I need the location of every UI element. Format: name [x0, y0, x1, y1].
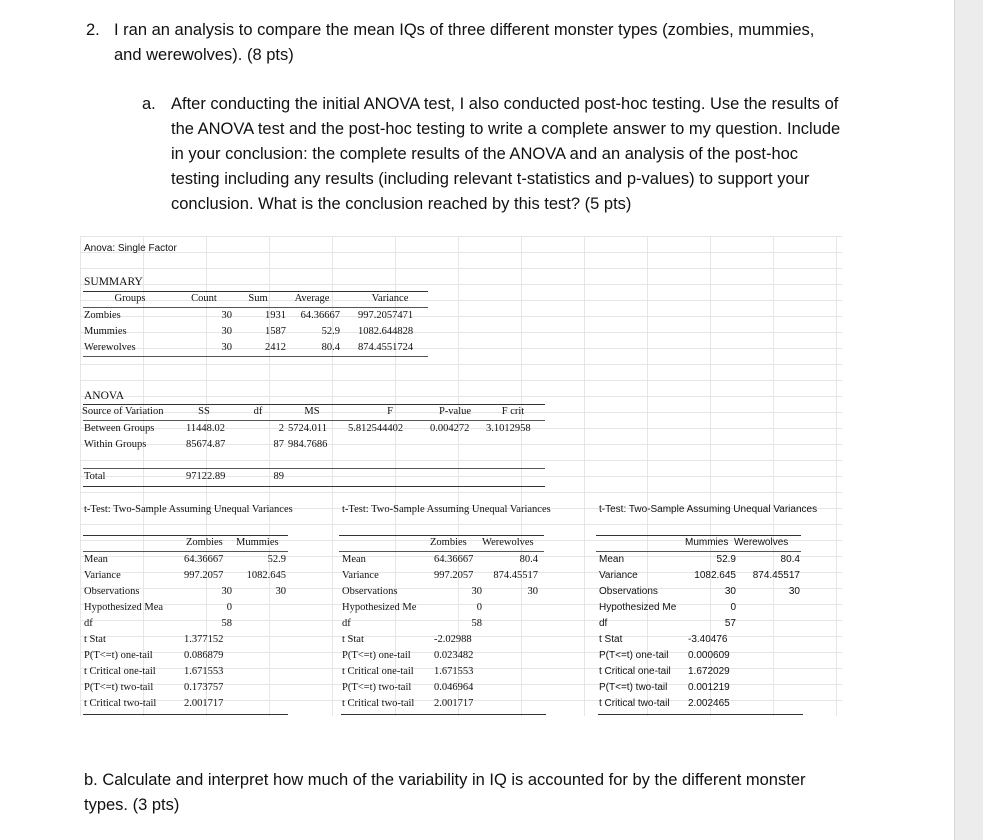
summary-bottom-line	[83, 356, 428, 357]
summary-sum: 2412	[265, 342, 286, 353]
ttest-row-label: t Critical two-tail	[84, 698, 157, 709]
summary-header-average: Average	[294, 293, 330, 304]
anova-header-f: F	[387, 406, 393, 417]
part-a	[142, 92, 842, 217]
ttest-bottom-line	[341, 714, 546, 715]
ttest-row-label: Mean	[599, 554, 625, 565]
ttest-row-label: df	[84, 618, 93, 629]
ttest-col2-header: Werewolves	[482, 537, 534, 548]
anova-df: 87	[273, 439, 284, 450]
part-a-text: After conducting the initial ANOVA test, I also conducted post-hoc testing. Use the results of the ANOVA test and the post-hoc testing to write a complete answer to my question. Include in your conclusion: the complete results of the ANOVA and an analysis of the post-hoc testing including any results (including relevant t-statistics and p-values) to support your conclusion. What is the conclusion reached by this test? (5 pts)	[171, 95, 841, 213]
spreadsheet-output	[80, 236, 842, 716]
ttest-value-1: 0.000609	[688, 650, 730, 661]
ttest-row-label: Variance	[599, 570, 638, 581]
ttest-value-2: 874.45517	[493, 570, 538, 581]
ttest-row-label: df	[342, 618, 351, 629]
anova-p-value: 0.004272	[430, 423, 470, 434]
summary-count: 30	[221, 310, 232, 321]
ttest-header-bottom-line	[596, 551, 801, 552]
ttest-col1-header: Mummies	[685, 537, 729, 548]
anova-table-title: ANOVA	[84, 390, 125, 402]
summary-header-variance: Variance	[371, 293, 409, 304]
ttest-value-1: 1.672029	[688, 666, 730, 677]
part-a-label: a.	[142, 95, 156, 113]
anova-ss: 11448.02	[186, 423, 225, 434]
ttest-header-bottom-line	[339, 551, 544, 552]
anova-header-source: Source of Variation	[82, 406, 164, 417]
ttest-value-2: 80.4	[780, 554, 800, 565]
ttest-value-1: 2.001717	[434, 698, 474, 709]
anova-header-bottom-line	[83, 420, 545, 421]
ttest-row-label: Hypothesized Me	[342, 602, 417, 613]
summary-average: 52.9	[321, 326, 340, 337]
summary-variance: 1082.644828	[358, 326, 414, 337]
question-2	[86, 18, 846, 68]
ttest-value-1: 64.36667	[434, 554, 474, 565]
ttest-value-1: 0.023482	[434, 650, 474, 661]
anova-total-top-line	[83, 468, 545, 469]
ttest-row-label: Hypothesized Mea	[84, 602, 164, 613]
ttest-value-1: -3.40476	[688, 634, 728, 645]
ttest-row-label: Mean	[342, 554, 366, 565]
summary-group-name: Mummies	[84, 326, 127, 337]
ttest-row-label: t Critical one-tail	[84, 666, 156, 677]
ttest-row-label: P(T<=t) one-tail	[84, 650, 153, 661]
vertical-scrollbar[interactable]	[954, 0, 983, 840]
ttest-value-1: 0	[730, 602, 736, 613]
anova-f-crit: 3.1012958	[486, 423, 531, 434]
ttest-row-label: t Critical one-tail	[599, 666, 671, 677]
anova-header-ms: MS	[304, 406, 320, 417]
ttest-value-1: 2.002465	[688, 698, 730, 709]
ttest-col1-header: Zombies	[430, 537, 467, 548]
ttest-value-2: 1082.645	[246, 570, 286, 581]
ttest-row-label: P(T<=t) one-tail	[599, 650, 669, 661]
question-text: I ran an analysis to compare the mean IQs of three different monster types (zombies, mummies, and werewolves). (8 pts)	[114, 21, 815, 64]
ttest-title: t-Test: Two-Sample Assuming Unequal Variances	[599, 504, 818, 515]
ttest-value-1: 0	[226, 602, 232, 613]
summary-variance: 874.4551724	[358, 342, 414, 353]
summary-header-groups: Groups	[114, 293, 146, 304]
ttest-value-1: 1.671553	[184, 666, 224, 677]
ttest-value-2: 80.4	[519, 554, 538, 565]
ttest-row-label: df	[599, 618, 608, 629]
ttest-row-label: Mean	[84, 554, 108, 565]
anova-f: 5.812544402	[348, 423, 404, 434]
summary-average: 80.4	[321, 342, 340, 353]
ttest-row-label: Observations	[342, 586, 398, 597]
ttest-row-label: Hypothesized Me	[599, 602, 677, 613]
ttest-row-label: Variance	[342, 570, 379, 581]
summary-group-name: Zombies	[84, 310, 121, 321]
ttest-value-1: 30	[221, 586, 232, 597]
anova-total-df: 89	[273, 471, 284, 482]
ttest-value-1: 57	[724, 618, 736, 629]
ttest-value-1: 1.377152	[184, 634, 224, 645]
summary-header-bottom-line	[83, 307, 428, 308]
ttest-value-2: 52.9	[267, 554, 286, 565]
ttest-value-1: 0.001219	[688, 682, 730, 693]
anova-source: Between Groups	[84, 423, 155, 434]
ttest-value-1: 58	[221, 618, 232, 629]
ttest-row-label: t Critical two-tail	[342, 698, 415, 709]
summary-sum: 1587	[265, 326, 286, 337]
ttest-value-1: 0.173757	[184, 682, 224, 693]
ttest-col2-header: Werewolves	[734, 537, 789, 548]
anova-total-label: Total	[84, 471, 106, 482]
ttest-row-label: P(T<=t) two-tail	[599, 682, 668, 693]
ttest-value-2: 30	[788, 586, 800, 597]
summary-count: 30	[221, 342, 232, 353]
anova-ms: 5724.011	[288, 423, 327, 434]
ttest-value-1: 0.086879	[184, 650, 224, 661]
ttest-value-1: 0	[476, 602, 482, 613]
ttest-value-1: 64.36667	[184, 554, 224, 565]
ttest-row-label: P(T<=t) two-tail	[342, 682, 412, 693]
anova-header-ss: SS	[198, 406, 210, 417]
anova-title: Anova: Single Factor	[84, 243, 177, 254]
ttest-value-1: 52.9	[716, 554, 736, 565]
ttest-value-1: 1.671553	[434, 666, 474, 677]
summary-variance: 997.2057471	[358, 310, 414, 321]
ttest-value-1: 2.001717	[184, 698, 224, 709]
anova-ms: 984.7686	[288, 439, 328, 450]
ttest-row-label: t Stat	[599, 634, 623, 645]
ttest-title: t-Test: Two-Sample Assuming Unequal Variances	[342, 504, 551, 515]
ttest-value-2: 30	[275, 586, 286, 597]
ttest-row-label: t Stat	[84, 634, 106, 645]
ttest-row-label: Observations	[599, 586, 658, 597]
ttest-row-label: t Critical one-tail	[342, 666, 414, 677]
ttest-value-1: 997.2057	[184, 570, 224, 581]
anova-total-ss: 97122.89	[186, 471, 226, 482]
ttest-col1-header: Zombies	[186, 537, 223, 548]
summary-header-sum: Sum	[248, 293, 268, 304]
anova-bottom-line	[83, 486, 545, 487]
summary-average: 64.36667	[300, 310, 340, 321]
anova-header-df: df	[253, 406, 263, 417]
anova-source: Within Groups	[84, 439, 147, 450]
ttest-value-1: 58	[471, 618, 482, 629]
ttest-value-1: 997.2057	[434, 570, 474, 581]
ttest-row-label: P(T<=t) one-tail	[342, 650, 411, 661]
ttest-row-label: P(T<=t) two-tail	[84, 682, 154, 693]
anova-header-f-crit: F crit	[501, 406, 525, 417]
summary-title: SUMMARY	[84, 276, 143, 288]
ttest-col2-header: Mummies	[236, 537, 279, 548]
ttest-value-1: 1082.645	[694, 570, 736, 581]
question-number: 2.	[86, 21, 100, 39]
ttest-row-label: Variance	[84, 570, 121, 581]
ttest-bottom-line	[598, 714, 803, 715]
ttest-value-1: 30	[471, 586, 482, 597]
summary-count: 30	[221, 326, 232, 337]
ttest-title: t-Test: Two-Sample Assuming Unequal Variances	[84, 504, 293, 515]
ttest-row-label: t Stat	[342, 634, 364, 645]
ttest-value-2: 874.45517	[752, 570, 800, 581]
summary-sum: 1931	[265, 310, 286, 321]
summary-group-name: Werewolves	[84, 342, 136, 353]
anova-df: 2	[278, 423, 284, 434]
summary-header-count: Count	[191, 293, 217, 304]
ttest-bottom-line	[83, 714, 288, 715]
ttest-value-1: 0.046964	[434, 682, 474, 693]
anova-header-p-value: P-value	[438, 406, 472, 417]
ttest-value-1: 30	[724, 586, 736, 597]
ttest-header-bottom-line	[83, 551, 288, 552]
ttest-row-label: t Critical two-tail	[599, 698, 670, 709]
ttest-value-1: -2.02988	[434, 634, 472, 645]
ttest-row-label: Observations	[84, 586, 140, 597]
anova-ss: 85674.87	[186, 439, 226, 450]
part-b: b. Calculate and interpret how much of the variability in IQ is accounted for by the different monster types. (3 pts)	[84, 771, 806, 814]
ttest-value-2: 30	[527, 586, 538, 597]
